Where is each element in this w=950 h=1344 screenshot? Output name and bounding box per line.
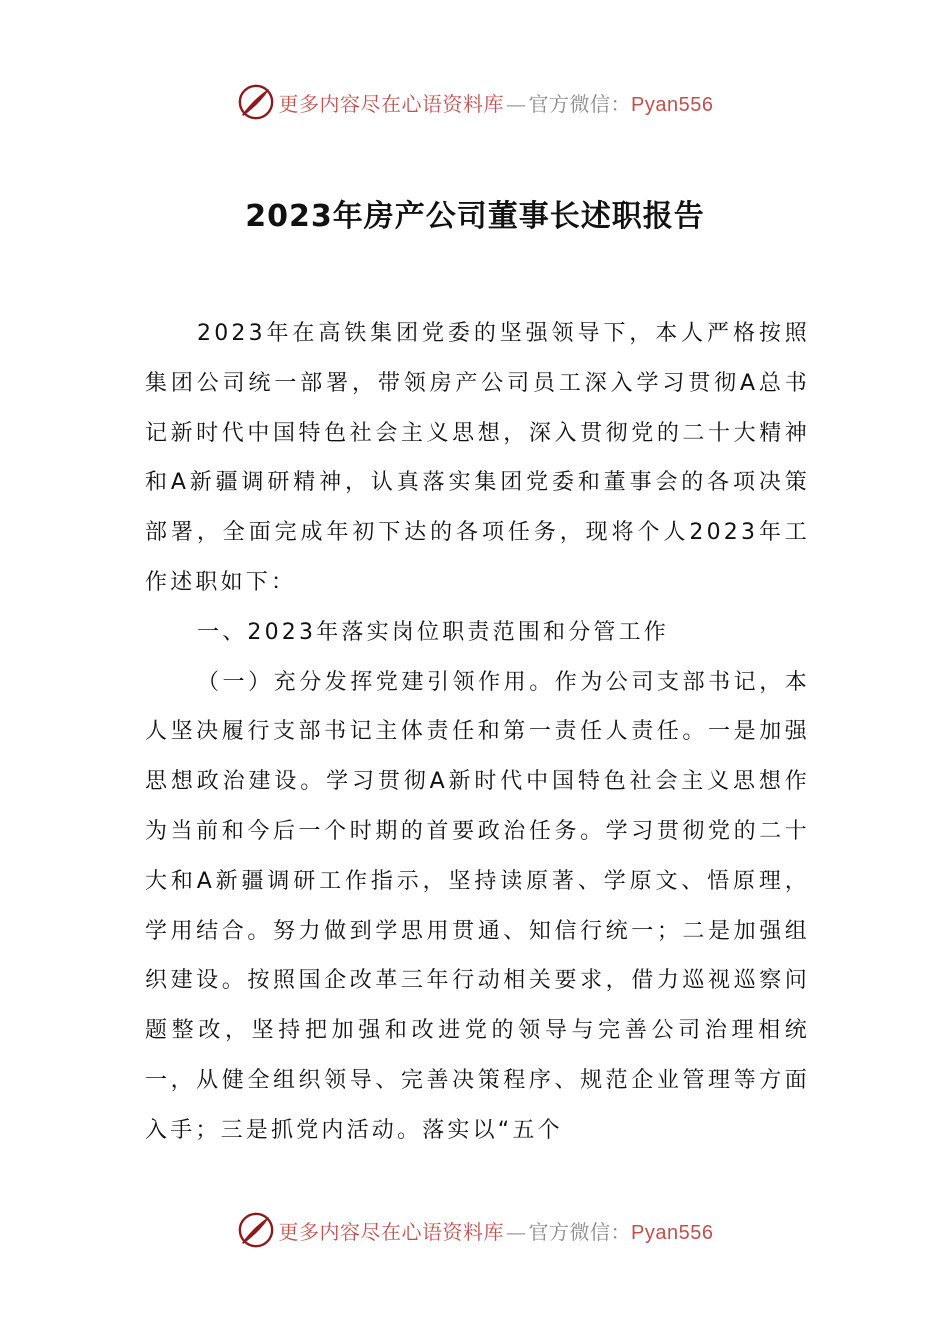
watermark-label: 官方微信： xyxy=(528,91,632,116)
watermark-wechat-id: Pyan556 xyxy=(631,1221,714,1244)
watermark-separator: — xyxy=(506,1219,527,1244)
watermark-footer xyxy=(0,1210,950,1250)
watermark-separator: — xyxy=(506,91,527,116)
document-title: 2023年房产公司董事长述职报告 xyxy=(245,199,705,235)
watermark-text xyxy=(279,1216,714,1245)
quill-logo-icon xyxy=(237,1211,275,1249)
watermark-site: 更多内容尽在心语资料库 xyxy=(278,1219,505,1244)
watermark-site: 更多内容尽在心语资料库 xyxy=(278,91,505,116)
document-body xyxy=(145,309,810,1156)
watermark-label: 官方微信： xyxy=(528,1219,632,1244)
quill-logo-icon xyxy=(237,83,275,121)
watermark-wechat-id: Pyan556 xyxy=(631,93,714,116)
paragraph-party-building: （一）充分发挥党建引领作用。作为公司支部书记，本人坚决履行支部书记主体责任和第一责任人责任。一是加强思想政治建设。学习贯彻A新时代中国特色社会主义思想作为当前和今后一个时期的首要政治任务。学习贯彻党的二十大和A新疆调研工作指示，坚持读原著、学原文、悟原理，学用结合。努力做到学思用贯通、知信行统一；二是加强组织建设。按照国企改革三年行动相关要求，借力巡视巡察问题整改，坚持把加强和改进党的领导与完善公司治理相统一，从健全组织领导、完善决策程序、规范企业管理等方面入手；三是抓党内活动。落实以“五个 xyxy=(145,669,810,1143)
paragraph-intro: 2023年在高铁集团党委的坚强领导下，本人严格按照集团公司统一部署，带领房产公司员工深入学习贯彻A总书记新时代中国特色社会主义思想，深入贯彻党的二十大精神和A新疆调研精神，认真落实集团党委和董事会的各项决策部署，全面完成年初下达的各项任务，现将个人2023年工作述职如下： xyxy=(145,321,810,595)
watermark-text xyxy=(279,88,714,117)
section-heading: 一、2023年落实岗位职责范围和分管工作 xyxy=(197,619,669,645)
watermark-header xyxy=(0,82,950,122)
